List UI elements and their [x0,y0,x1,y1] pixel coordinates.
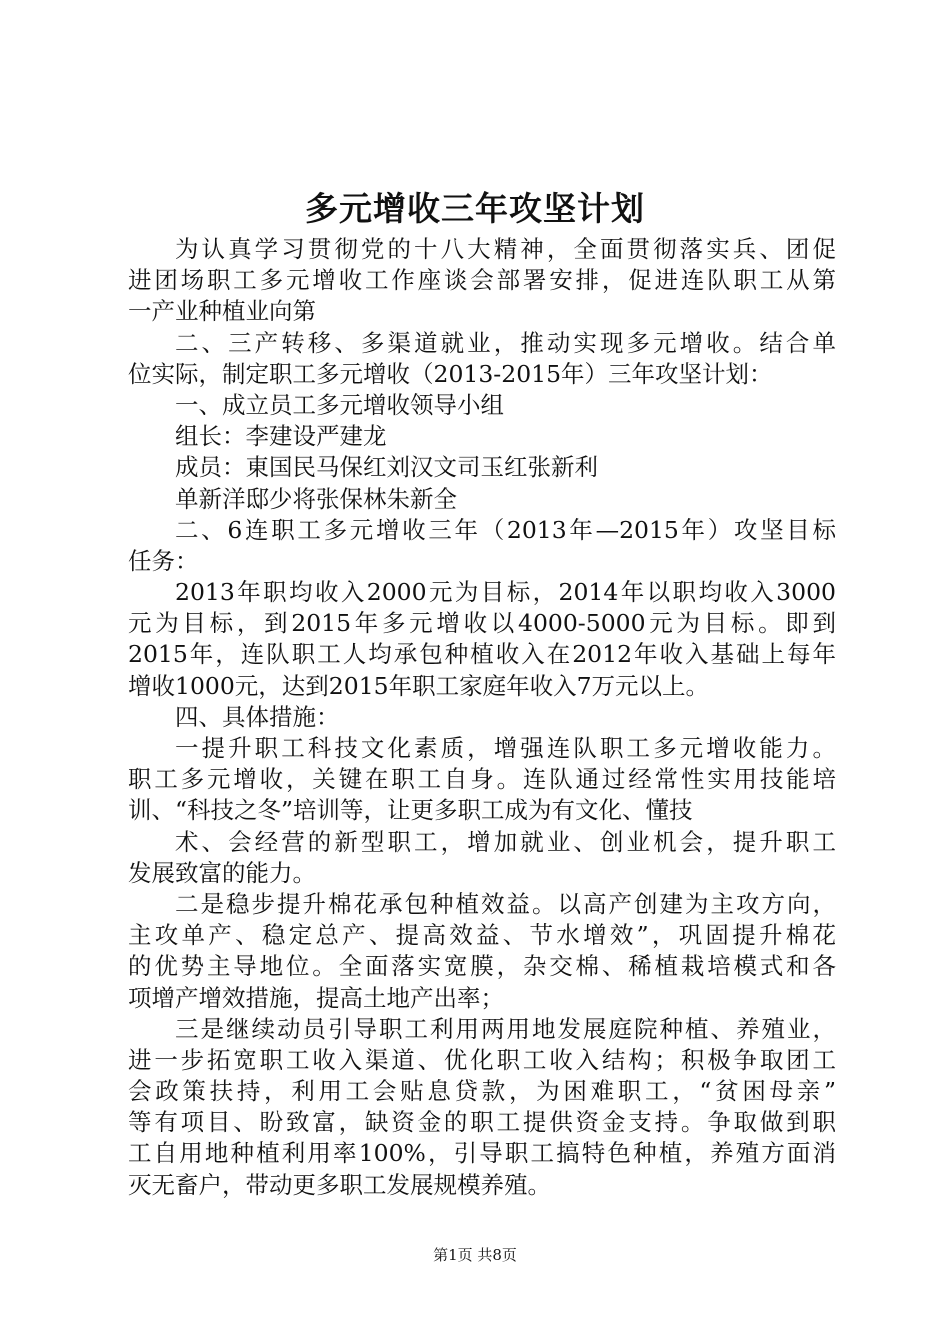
document-body [128,234,836,1201]
text-line: 四、具体措施： [175,702,340,731]
text-line: 二是稳步提升棉花承包种植效益。以高产创建为主攻方向， [175,889,836,918]
text-line: 训、“科技之冬”培训等，让更多职工成为有文化、懂技 [128,796,693,825]
document-title: 多元增收三年攻坚计划 [305,189,645,228]
text-line: 组长：李建设严建龙 [175,422,387,451]
text-line: 术、会经营的新型职工，增加就业、创业机会，提升职工 [175,827,836,856]
text-line: 元为目标，到2015年多元增收以4000-5000元为目标。即到 [128,609,836,638]
text-line: 2013年职均收入2000元为目标，2014年以职均收入3000 [175,578,836,607]
text-line: 的优势主导地位。全面落实宽膜，杂交棉、稀植栽培模式和各 [128,952,836,981]
text-line: 一、成立员工多元增收领导小组 [175,390,504,419]
text-line: 进团场职工多元增收工作座谈会部署安排，促进连队职工从第 [128,266,836,295]
text-line: 灭无畜户，带动更多职工发展规模养殖。 [128,1170,551,1199]
page-footer: 第1页 共8页 [433,1246,517,1264]
text-line: 工自用地种植利用率100%，引导职工搞特色种植，养殖方面消 [128,1139,836,1168]
text-line: 单新洋邸少将张保林朱新全 [175,484,457,513]
text-line: 位实际，制定职工多元增收（2013-2015年）三年攻坚计划： [128,359,773,388]
text-line: 一提升职工科技文化素质，增强连队职工多元增收能力。 [175,734,836,762]
text-line: 增收1000元，达到2015年职工家庭年收入7万元以上。 [128,671,710,700]
text-line: 为认真学习贯彻党的十八大精神，全面贯彻落实兵、团促 [175,235,836,263]
text-line: 任务： [128,546,199,575]
text-line: 三是继续动员引导职工利用两用地发展庭院种植、养殖业， [175,1014,836,1043]
text-line: 成员：東国民马保红刘汉文司玉红张新利 [175,453,598,482]
text-line: 等有项目、盼致富，缺资金的职工提供资金支持。争取做到职 [128,1108,836,1137]
text-line: 进一步拓宽职工收入渠道、优化职工收入结构；积极争取团工 [128,1045,836,1074]
text-line: 二、6连职工多元增收三年（2013年—2015年）攻坚目标 [175,515,836,544]
text-line: 职工多元增收，关键在职工自身。连队通过经常性实用技能培 [128,765,836,794]
text-line: 二、三产转移、多渠道就业，推动实现多元增收。结合单 [175,328,836,357]
text-line: 主攻单产、稳定总产、提高效益、节水增效”，巩固提升棉花 [128,921,836,950]
text-line: 一产业种植业向第 [128,297,316,326]
text-line: 发展致富的能力。 [128,858,316,887]
text-line: 项增产增效措施，提高土地产出率； [128,983,504,1012]
text-line: 会政策扶持，利用工会贴息贷款，为困难职工，“贫困母亲” [128,1077,836,1106]
text-line: 2015年，连队职工人均承包种植收入在2012年收入基础上每年 [128,640,836,669]
